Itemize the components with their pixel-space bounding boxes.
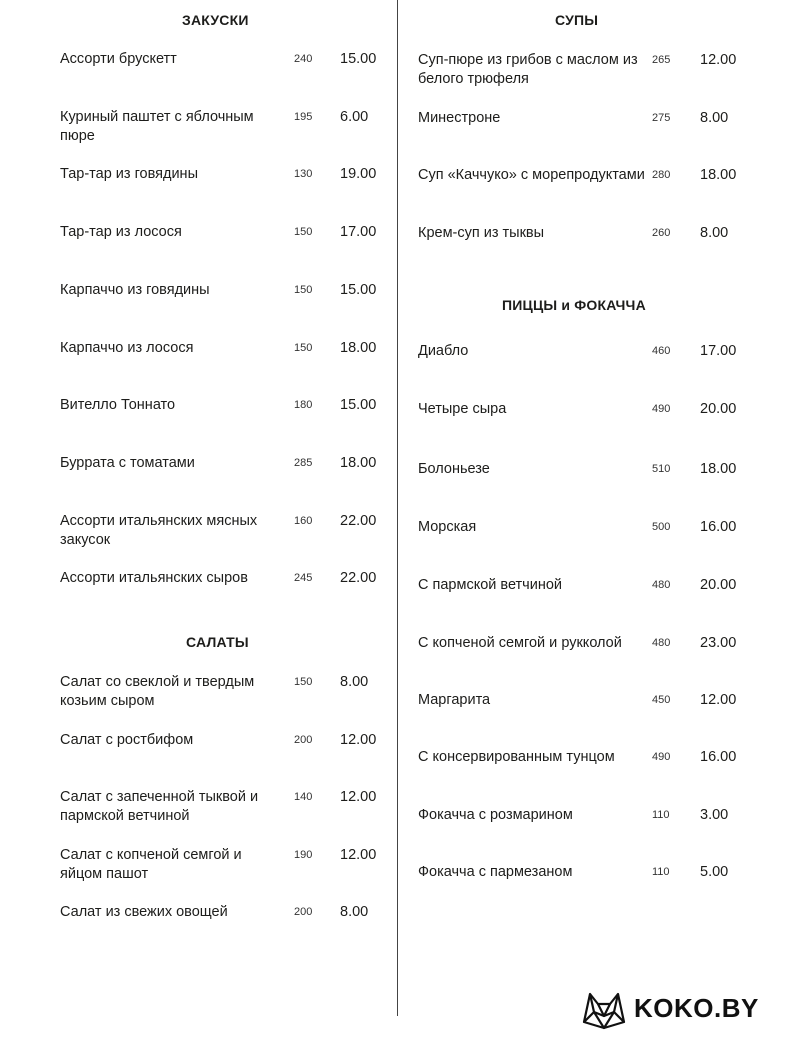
menu-item	[398, 166, 796, 214]
menu-item	[398, 51, 796, 99]
menu-item-name: Фокачча с пармезаном	[418, 864, 573, 880]
menu-item-price: 3.00	[700, 807, 729, 823]
menu-item-price: 18.00	[700, 167, 737, 183]
menu-item-price: 17.00	[340, 224, 377, 240]
menu-item-price: 12.00	[700, 692, 737, 708]
menu-item-price: 12.00	[340, 789, 377, 805]
menu-item-price: 18.00	[700, 461, 737, 477]
menu-item	[0, 223, 397, 271]
menu-item-name: Минестроне	[418, 110, 501, 126]
menu-item-name: Суп «Каччуко» с морепродуктами	[418, 167, 645, 183]
menu-item	[398, 109, 796, 157]
menu-item-price: 6.00	[340, 109, 369, 125]
menu-item-name: Салат с копченой семгой и яйцом пашот	[60, 847, 242, 882]
menu-item-price: 12.00	[340, 732, 377, 748]
section-title-salaty: САЛАТЫ	[186, 634, 249, 650]
menu-item-price: 18.00	[340, 455, 377, 471]
menu-item-name: С копченой семгой и рукколой	[418, 635, 622, 651]
menu-item-name: Вителло Тоннато	[60, 397, 176, 413]
menu-item-name: Карпаччо из говядины	[60, 282, 210, 298]
menu-item	[0, 569, 397, 617]
menu-item	[0, 512, 397, 560]
menu-item-weight: 130	[294, 168, 313, 180]
menu-item-weight: 150	[294, 676, 313, 688]
menu-item	[398, 400, 796, 448]
menu-item-weight: 510	[652, 463, 671, 475]
menu-item-weight: 150	[294, 284, 313, 296]
menu-item	[398, 806, 796, 854]
menu-item-weight: 195	[294, 111, 313, 123]
menu-item-price: 17.00	[700, 343, 737, 359]
menu-item	[0, 50, 397, 98]
menu-item-weight: 200	[294, 734, 313, 746]
menu-item-weight: 260	[652, 227, 671, 239]
menu-item-name: Маргарита	[418, 692, 491, 708]
menu-item-price: 22.00	[340, 513, 377, 529]
menu-item-price: 15.00	[340, 397, 377, 413]
menu-item-weight: 180	[294, 399, 313, 411]
menu-item	[398, 518, 796, 566]
menu-item-price: 20.00	[700, 577, 737, 593]
logo-text: KOKO.BY	[634, 993, 759, 1023]
menu-item-name: Суп-пюре из грибов с маслом из белого трюфеля	[418, 52, 638, 87]
menu-item-name: Салат из свежих овощей	[60, 904, 228, 920]
menu-item-weight: 240	[294, 53, 313, 65]
menu-item	[0, 731, 397, 779]
koko-logo	[580, 986, 780, 1030]
menu-item-price: 19.00	[340, 166, 377, 182]
menu-item-name: Ассорти брускетт	[60, 51, 177, 67]
menu-item-name: С пармской ветчиной	[418, 577, 562, 593]
menu-item-name: Болоньезе	[418, 461, 490, 477]
menu-item-name: Салат с запеченной тыквой и пармской ветчиной	[60, 789, 259, 824]
menu-item	[398, 224, 796, 272]
menu-item	[398, 863, 796, 911]
menu-item-weight: 150	[294, 342, 313, 354]
section-title-pizza: ПИЦЦЫ и ФОКАЧЧА	[502, 297, 646, 313]
menu-item-weight: 140	[294, 791, 313, 803]
menu-item-price: 15.00	[340, 51, 377, 67]
menu-item	[0, 165, 397, 213]
menu-item	[0, 673, 397, 721]
menu-item-price: 16.00	[700, 749, 737, 765]
menu-item-name: Буррата с томатами	[60, 455, 195, 471]
menu-item-price: 8.00	[700, 225, 729, 241]
menu-item-weight: 480	[652, 579, 671, 591]
menu-item-weight: 110	[652, 809, 670, 821]
menu-item-weight: 110	[652, 866, 670, 878]
menu-item-name: Фокачча с розмарином	[418, 807, 573, 823]
menu-item-weight: 450	[652, 694, 671, 706]
menu-item-name: Тар-тар из лосося	[60, 224, 182, 240]
menu-item	[398, 460, 796, 508]
menu-item-name: Салат со свеклой и твердым козьим сыром	[60, 674, 255, 709]
menu-item-price: 8.00	[700, 110, 729, 126]
menu-item-price: 8.00	[340, 904, 369, 920]
menu-item-price: 12.00	[340, 847, 377, 863]
menu-item	[0, 903, 397, 951]
menu-item	[0, 339, 397, 387]
menu-item	[0, 396, 397, 444]
menu-item-name: Морская	[418, 519, 477, 535]
section-title-zakuski: ЗАКУСКИ	[182, 12, 249, 28]
menu-item-price: 16.00	[700, 519, 737, 535]
section-title-supy: СУПЫ	[555, 12, 599, 28]
menu-item	[398, 576, 796, 624]
menu-item-weight: 280	[652, 169, 671, 181]
menu-item-price: 8.00	[340, 674, 369, 690]
menu-item-weight: 490	[652, 751, 671, 763]
menu-item-name: Тар-тар из говядины	[60, 166, 198, 182]
menu-item	[398, 691, 796, 739]
menu-item	[0, 788, 397, 836]
menu-item-weight: 160	[294, 515, 313, 527]
menu-item	[0, 846, 397, 894]
menu-item-price: 5.00	[700, 864, 729, 880]
menu-item-weight: 500	[652, 521, 671, 533]
menu-item-name: Четыре сыра	[418, 401, 507, 417]
menu-item-price: 22.00	[340, 570, 377, 586]
menu-item-weight: 150	[294, 226, 313, 238]
menu-item-weight: 265	[652, 54, 671, 66]
menu-item-weight: 490	[652, 403, 671, 415]
menu-item	[398, 342, 796, 390]
menu-item-price: 23.00	[700, 635, 737, 651]
menu-item	[0, 281, 397, 329]
menu-item-name: Диабло	[418, 343, 469, 359]
menu-item	[398, 748, 796, 796]
menu-item-price: 12.00	[700, 52, 737, 68]
menu-item-name: Салат с ростбифом	[60, 732, 194, 748]
menu-item-name: С консервированным тунцом	[418, 749, 615, 765]
menu-item-weight: 275	[652, 112, 671, 124]
menu-item-weight: 200	[294, 906, 313, 918]
fox-head-icon	[580, 986, 628, 1030]
menu-item-price: 18.00	[340, 340, 377, 356]
menu-item-weight: 245	[294, 572, 313, 584]
menu-item-name: Ассорти итальянских мясных закусок	[60, 513, 258, 548]
menu-item-price: 15.00	[340, 282, 377, 298]
menu-item-weight: 285	[294, 457, 313, 469]
menu-item	[0, 108, 397, 156]
menu-item-name: Крем-суп из тыквы	[418, 225, 545, 241]
menu-item-name: Карпаччо из лосося	[60, 340, 194, 356]
menu-item-weight: 480	[652, 637, 671, 649]
menu-item-weight: 190	[294, 849, 313, 861]
menu-item-name: Куриный паштет с яблочным пюре	[60, 109, 254, 144]
menu-item	[398, 634, 796, 682]
menu-item-price: 20.00	[700, 401, 737, 417]
menu-item-weight: 460	[652, 345, 671, 357]
menu-item-name: Ассорти итальянских сыров	[60, 570, 248, 586]
menu-item	[0, 454, 397, 502]
